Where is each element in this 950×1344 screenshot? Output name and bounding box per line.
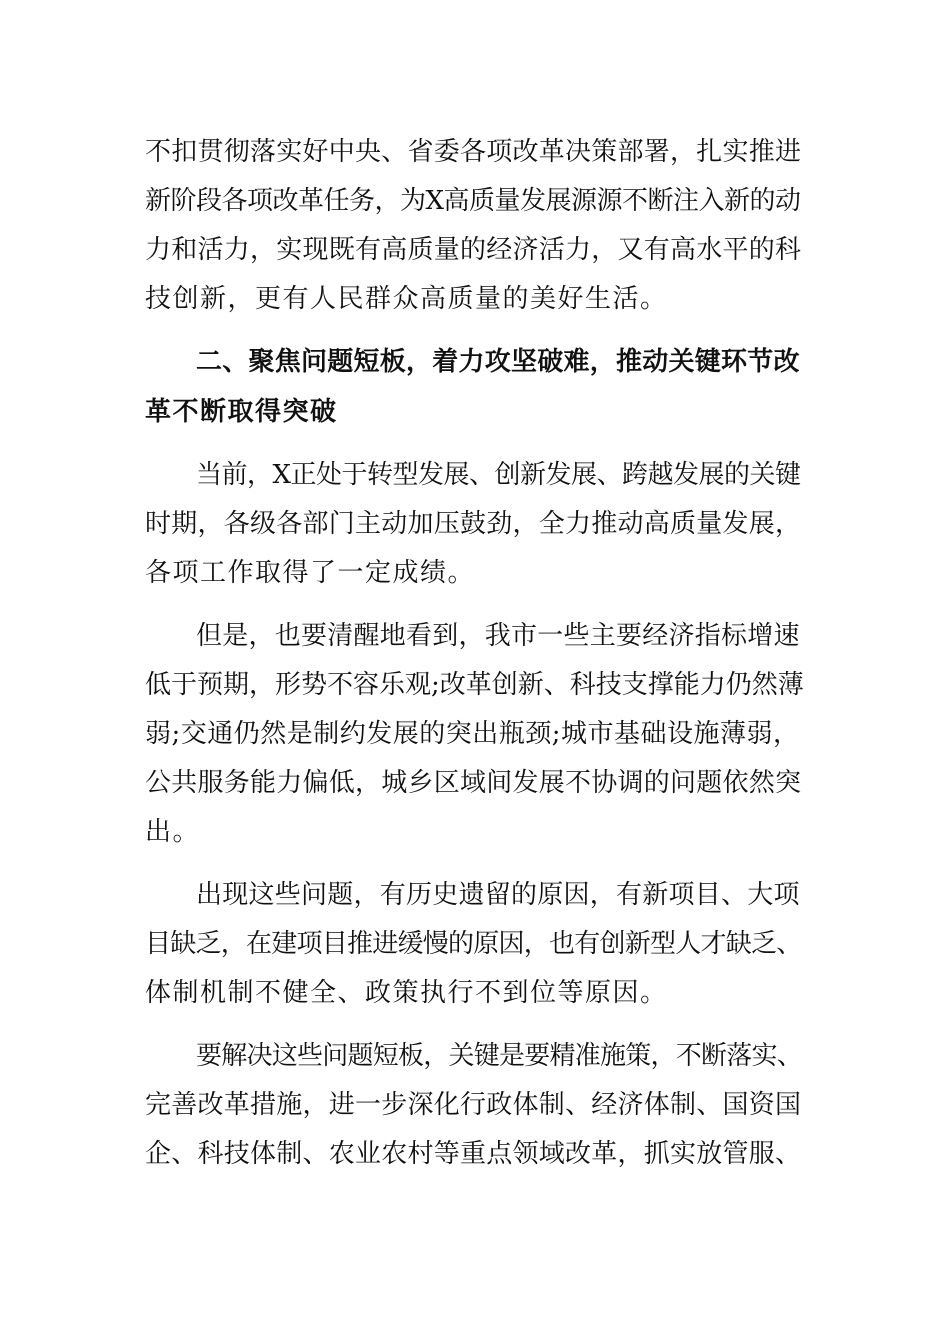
body-line: 公共服务能力偏低，城乡区域间发展不协调的问题依然突 [145,768,802,798]
body-line: 出。 [145,817,201,847]
body-line: 低于预期，形势不容乐观;改革创新、科技支撑能力仍然薄 [145,670,804,700]
body-line: 弱;交通仍然是制约发展的突出瓶颈;城市基础设施薄弱， [145,719,800,749]
body-line: 但是，也要清醒地看到，我市一些主要经济指标增速 [196,621,800,651]
body-line: 体制机制不健全、政策执行不到位等原因。 [145,978,668,1008]
section-heading: 二、聚焦问题短板，着力攻坚破难，推动关键环节改 [196,347,800,377]
body-line: 出现这些问题，有历史遗留的原因，有新项目、大项 [196,880,800,910]
body-line: 完善改革措施，进一步深化行政体制、经济体制、国资国 [145,1090,802,1120]
body-line: 技创新，更有人民群众高质量的美好生活。 [145,284,668,314]
body-line: 力和活力，实现既有高质量的经济活力，又有高水平的科 [145,235,802,265]
body-line: 新阶段各项改革任务，为X高质量发展源源不断注入新的动 [145,186,801,216]
body-line: 各项工作取得了一定成绩。 [145,558,476,588]
body-line: 当前，X正处于转型发展、创新发展、跨越发展的关键 [196,460,801,490]
section-heading: 革不断取得突破 [145,397,338,427]
body-line: 时期，各级各部门主动加压鼓劲，全力推动高质量发展， [145,509,802,539]
body-line: 目缺乏，在建项目推进缓慢的原因，也有创新型人才缺乏、 [145,929,802,959]
body-line: 要解决这些问题短板，关键是要精准施策，不断落实、 [196,1041,803,1071]
body-line: 企、科技体制、农业农村等重点领域改革，抓实放管服、 [145,1139,802,1169]
body-line: 不扣贯彻落实好中央、省委各项改革决策部署，扎实推进 [145,137,802,167]
